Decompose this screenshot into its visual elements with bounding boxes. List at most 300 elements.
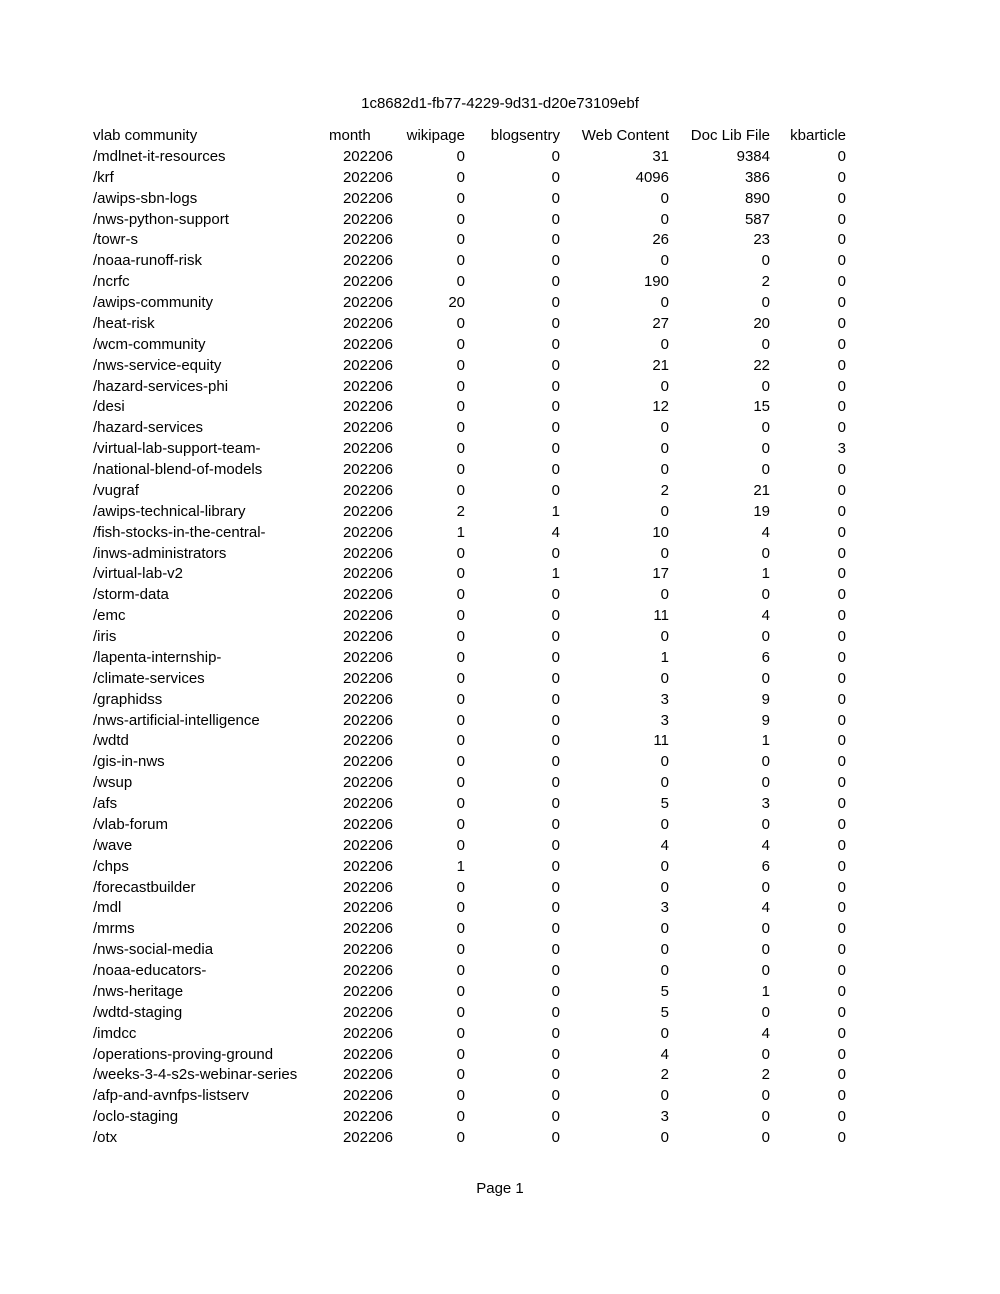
value-cell: 1 — [660, 648, 669, 666]
value-cell: 0 — [660, 815, 669, 833]
value-cell: 0 — [837, 252, 846, 270]
value-cell: 0 — [456, 753, 465, 771]
value-cell: 0 — [837, 1024, 846, 1042]
value-cell: 0 — [837, 878, 846, 896]
value-cell: 0 — [551, 1087, 560, 1105]
value-cell: 0 — [761, 1108, 770, 1126]
value-cell: 0 — [551, 419, 560, 437]
value-cell: 11 — [653, 732, 669, 750]
value-cell: 0 — [761, 586, 770, 604]
value-cell: 6 — [761, 857, 770, 875]
value-cell: 0 — [761, 335, 770, 353]
value-cell: 0 — [551, 628, 560, 645]
value-cell: 0 — [456, 711, 465, 729]
table-row — [93, 585, 846, 606]
value-cell: 0 — [761, 753, 770, 771]
value-cell: 0 — [837, 982, 846, 1000]
value-cell: 0 — [551, 189, 560, 207]
value-cell: 202206 — [342, 1003, 393, 1021]
value-cell: 202206 — [342, 607, 393, 625]
community-cell: /wdtd — [93, 732, 129, 750]
value-cell: 0 — [456, 836, 465, 854]
table-row — [93, 1024, 846, 1045]
table-row — [93, 544, 846, 565]
value-cell: 0 — [551, 607, 560, 625]
table-row — [93, 356, 846, 377]
value-cell: 10 — [652, 523, 669, 541]
value-cell: 27 — [652, 314, 669, 332]
value-cell: 202206 — [342, 795, 393, 812]
value-cell: 0 — [551, 231, 560, 249]
community-cell: /ncrfc — [93, 273, 130, 291]
col-header-doc-lib-file: Doc Lib File — [690, 127, 770, 144]
value-cell: 4 — [660, 836, 669, 854]
value-cell: 0 — [837, 544, 846, 562]
value-cell: 0 — [456, 878, 465, 896]
community-cell: /nws-heritage — [93, 982, 184, 1000]
value-cell: 1 — [761, 982, 770, 1000]
value-cell: 0 — [551, 878, 560, 896]
col-header-web-content: Web Content — [581, 127, 669, 144]
value-cell: 202206 — [342, 231, 393, 249]
value-cell: 202206 — [342, 356, 393, 374]
value-cell: 0 — [837, 481, 846, 499]
value-cell: 3 — [660, 899, 669, 917]
value-cell: 11 — [653, 607, 669, 625]
value-cell: 0 — [660, 774, 669, 792]
col-header-blogsentry: blogsentry — [490, 127, 560, 144]
community-cell: /emc — [93, 607, 126, 625]
value-cell: 0 — [456, 481, 465, 499]
value-cell: 202206 — [342, 1129, 393, 1146]
value-cell: 0 — [456, 607, 465, 625]
table-row — [93, 481, 846, 502]
table-row — [93, 523, 846, 544]
value-cell: 202206 — [342, 565, 393, 583]
value-cell: 0 — [660, 377, 669, 395]
value-cell: 202206 — [342, 711, 393, 729]
value-cell: 2 — [456, 502, 465, 520]
value-cell: 22 — [753, 356, 770, 374]
value-cell: 0 — [660, 440, 669, 458]
value-cell: 4 — [660, 1045, 669, 1063]
value-cell: 202206 — [342, 147, 393, 165]
value-cell: 15 — [753, 398, 770, 416]
value-cell: 0 — [551, 356, 560, 374]
value-cell: 0 — [837, 1003, 846, 1021]
value-cell: 0 — [551, 774, 560, 792]
value-cell: 26 — [652, 231, 669, 249]
value-cell: 20 — [448, 294, 465, 311]
value-cell: 6 — [761, 648, 770, 666]
value-cell: 0 — [551, 335, 560, 353]
value-cell: 0 — [551, 920, 560, 938]
value-cell: 202206 — [342, 1045, 393, 1063]
community-cell: /national-blend-of-models — [93, 461, 263, 478]
value-cell: 202206 — [342, 648, 393, 666]
value-cell: 0 — [660, 586, 669, 604]
value-cell: 0 — [837, 628, 846, 645]
value-cell: 0 — [551, 753, 560, 771]
value-cell: 202206 — [342, 962, 393, 979]
value-cell: 0 — [456, 628, 465, 645]
value-cell: 0 — [456, 1024, 465, 1042]
value-cell: 0 — [660, 294, 669, 311]
value-cell: 0 — [551, 1129, 560, 1146]
value-cell: 2 — [660, 1066, 669, 1084]
value-cell: 0 — [456, 1003, 465, 1021]
value-cell: 3 — [837, 440, 846, 458]
value-cell: 12 — [652, 398, 669, 416]
value-cell: 0 — [456, 920, 465, 938]
community-cell: /hazard-services-phi — [93, 377, 229, 395]
value-cell: 0 — [837, 669, 846, 687]
value-cell: 0 — [660, 461, 669, 478]
value-cell: 0 — [456, 544, 465, 562]
value-cell: 202206 — [342, 941, 393, 959]
value-cell: 0 — [660, 502, 669, 520]
value-cell: 19 — [753, 502, 770, 520]
value-cell: 0 — [456, 586, 465, 604]
value-cell: 0 — [551, 440, 560, 458]
community-cell: /operations-proving-ground — [93, 1045, 274, 1063]
value-cell: 5 — [660, 795, 669, 812]
value-cell: 202206 — [342, 481, 393, 499]
value-cell: 0 — [456, 1108, 465, 1126]
value-cell: 0 — [660, 628, 669, 645]
value-cell: 0 — [551, 210, 560, 228]
value-cell: 4 — [551, 523, 560, 541]
value-cell: 0 — [551, 273, 560, 291]
community-cell: /hazard-services — [93, 419, 204, 437]
value-cell: 0 — [456, 1129, 465, 1146]
value-cell: 0 — [837, 335, 846, 353]
value-cell: 0 — [456, 669, 465, 687]
table-row — [93, 502, 846, 523]
value-cell: 0 — [551, 586, 560, 604]
value-cell: 0 — [837, 857, 846, 875]
community-cell: /imdcc — [93, 1024, 137, 1042]
community-cell: /wave — [93, 836, 133, 854]
value-cell: 0 — [551, 690, 560, 708]
community-cell: /nws-social-media — [93, 941, 214, 959]
table-row — [93, 690, 846, 711]
community-cell: /storm-data — [93, 586, 169, 604]
value-cell: 202206 — [342, 252, 393, 270]
community-cell: /fish-stocks-in-the-central- — [93, 523, 266, 541]
table-row — [93, 564, 846, 585]
value-cell: 202206 — [342, 544, 393, 562]
value-cell: 0 — [456, 899, 465, 917]
value-cell: 0 — [761, 1045, 770, 1063]
value-cell: 0 — [837, 753, 846, 771]
value-cell: 0 — [761, 461, 770, 478]
value-cell: 202206 — [342, 168, 393, 186]
value-cell: 0 — [660, 189, 669, 207]
value-cell: 0 — [551, 314, 560, 332]
table-row — [93, 168, 846, 189]
table-row — [93, 1045, 846, 1066]
value-cell: 0 — [551, 481, 560, 499]
table-row — [93, 898, 846, 919]
value-cell: 0 — [456, 440, 465, 458]
value-cell: 0 — [456, 231, 465, 249]
value-cell: 0 — [551, 147, 560, 165]
value-cell: 4096 — [635, 168, 669, 186]
table-row — [93, 1128, 846, 1149]
value-cell: 0 — [761, 377, 770, 395]
value-cell: 3 — [660, 711, 669, 729]
value-cell: 0 — [551, 1024, 560, 1042]
value-cell: 4 — [761, 523, 770, 541]
community-cell: /chps — [93, 857, 129, 875]
value-cell: 0 — [837, 920, 846, 938]
table-row — [93, 210, 846, 231]
value-cell: 3 — [761, 795, 770, 812]
value-cell: 202206 — [342, 440, 393, 458]
table-row — [93, 1107, 846, 1128]
value-cell: 21 — [652, 356, 669, 374]
value-cell: 0 — [551, 377, 560, 395]
community-cell: /lapenta-internship- — [93, 648, 222, 666]
value-cell: 23 — [753, 231, 770, 249]
community-cell: /noaa-runoff-risk — [93, 252, 202, 270]
value-cell: 0 — [660, 669, 669, 687]
community-cell: /wdtd-staging — [93, 1003, 183, 1021]
col-header-vlab-community: vlab community — [93, 127, 198, 144]
value-cell: 0 — [837, 523, 846, 541]
value-cell: 0 — [761, 669, 770, 687]
community-cell: /noaa-educators- — [93, 962, 207, 979]
table-row — [93, 1086, 846, 1107]
value-cell: 0 — [761, 419, 770, 437]
value-cell: 202206 — [342, 690, 393, 708]
value-cell: 0 — [837, 565, 846, 583]
community-cell: /mdlnet-it-resources — [93, 147, 226, 165]
table-row — [93, 439, 846, 460]
value-cell: 0 — [761, 941, 770, 959]
value-cell: 0 — [837, 314, 846, 332]
value-cell: 202206 — [342, 377, 393, 395]
table-row — [93, 794, 846, 815]
value-cell: 0 — [837, 502, 846, 520]
table-row — [93, 919, 846, 940]
value-cell: 0 — [456, 189, 465, 207]
value-cell: 0 — [551, 836, 560, 854]
value-cell: 0 — [837, 648, 846, 666]
table-row — [93, 189, 846, 210]
community-cell: /nws-python-support — [93, 210, 229, 228]
table-row — [93, 878, 846, 899]
value-cell: 1 — [456, 523, 465, 541]
value-cell: 0 — [837, 1045, 846, 1063]
community-cell: /gis-in-nws — [93, 753, 165, 771]
value-cell: 0 — [551, 982, 560, 1000]
community-cell: /graphidss — [93, 690, 163, 708]
value-cell: 0 — [837, 607, 846, 625]
value-cell: 0 — [456, 356, 465, 374]
value-cell: 0 — [456, 732, 465, 750]
value-cell: 0 — [837, 419, 846, 437]
value-cell: 0 — [551, 857, 560, 875]
value-cell: 0 — [837, 1087, 846, 1105]
value-cell: 0 — [660, 1087, 669, 1105]
value-cell: 0 — [551, 669, 560, 687]
value-cell: 0 — [837, 398, 846, 416]
value-cell: 0 — [837, 1108, 846, 1126]
table-row — [93, 1003, 846, 1024]
value-cell: 0 — [660, 962, 669, 979]
table-row — [93, 731, 846, 752]
value-cell: 0 — [456, 690, 465, 708]
value-cell: 587 — [744, 210, 770, 228]
community-cell: /otx — [93, 1129, 118, 1146]
value-cell: 1 — [761, 565, 770, 583]
value-cell: 0 — [660, 920, 669, 938]
value-cell: 0 — [456, 273, 465, 291]
value-cell: 0 — [551, 1003, 560, 1021]
value-cell: 0 — [456, 1045, 465, 1063]
value-cell: 0 — [837, 168, 846, 186]
value-cell: 0 — [456, 1066, 465, 1084]
table-row — [93, 377, 846, 398]
value-cell: 0 — [551, 732, 560, 750]
value-cell: 0 — [456, 1087, 465, 1105]
table-row — [93, 836, 846, 857]
header-row — [93, 126, 846, 147]
value-cell: 0 — [456, 314, 465, 332]
value-cell: 202206 — [342, 1087, 393, 1105]
value-cell: 0 — [660, 252, 669, 270]
value-cell: 202206 — [342, 314, 393, 332]
table-body — [93, 147, 846, 1149]
value-cell: 0 — [456, 461, 465, 478]
col-header-month: month — [329, 127, 371, 144]
value-cell: 0 — [761, 294, 770, 311]
value-cell: 4 — [761, 1024, 770, 1042]
value-cell: 0 — [837, 231, 846, 249]
value-cell: 0 — [761, 878, 770, 896]
community-cell: /wsup — [93, 774, 133, 792]
community-cell: /vlab-forum — [93, 815, 169, 833]
value-cell: 202206 — [342, 294, 393, 311]
value-cell: 890 — [744, 189, 770, 207]
community-stats-table — [93, 126, 846, 1149]
value-cell: 0 — [456, 774, 465, 792]
value-cell: 0 — [456, 147, 465, 165]
community-cell: /oclo-staging — [93, 1108, 179, 1126]
community-cell: /weeks-3-4-s2s-webinar-series — [93, 1066, 298, 1084]
value-cell: 0 — [761, 440, 770, 458]
value-cell: 0 — [456, 941, 465, 959]
value-cell: 5 — [660, 982, 669, 1000]
community-cell: /inws-administrators — [93, 544, 227, 562]
col-header-wikipage: wikipage — [406, 127, 465, 144]
community-cell: /afs — [93, 795, 118, 812]
value-cell: 0 — [551, 711, 560, 729]
table-row — [93, 251, 846, 272]
table-row — [93, 648, 846, 669]
community-cell: /virtual-lab-support-team- — [93, 440, 261, 458]
value-cell: 0 — [837, 377, 846, 395]
table-row — [93, 857, 846, 878]
table-row — [93, 335, 846, 356]
value-cell: 31 — [652, 147, 669, 165]
value-cell: 0 — [837, 899, 846, 917]
value-cell: 0 — [761, 1129, 770, 1146]
value-cell: 0 — [660, 335, 669, 353]
value-cell: 0 — [551, 252, 560, 270]
value-cell: 0 — [660, 753, 669, 771]
value-cell: 0 — [456, 982, 465, 1000]
value-cell: 202206 — [342, 836, 393, 854]
value-cell: 202206 — [342, 669, 393, 687]
value-cell: 0 — [660, 941, 669, 959]
page-title: 1c8682d1-fb77-4229-9d31-d20e73109ebf — [361, 95, 639, 112]
table-row — [93, 669, 846, 690]
value-cell: 0 — [837, 941, 846, 959]
value-cell: 0 — [837, 586, 846, 604]
value-cell: 202206 — [342, 628, 393, 645]
value-cell: 3 — [660, 1108, 669, 1126]
community-cell: /mrms — [93, 920, 135, 938]
value-cell: 2 — [660, 481, 669, 499]
value-cell: 0 — [551, 899, 560, 917]
value-cell: 0 — [456, 648, 465, 666]
table-row — [93, 815, 846, 836]
col-header-kbarticle: kbarticle — [790, 127, 846, 144]
value-cell: 0 — [551, 941, 560, 959]
value-cell: 0 — [761, 962, 770, 979]
value-cell: 0 — [761, 544, 770, 562]
value-cell: 0 — [660, 544, 669, 562]
value-cell: 0 — [551, 1045, 560, 1063]
value-cell: 0 — [456, 815, 465, 833]
value-cell: 202206 — [342, 335, 393, 353]
page-number: Page 1 — [476, 1180, 524, 1197]
value-cell: 202206 — [342, 189, 393, 207]
value-cell: 0 — [456, 377, 465, 395]
table-row — [93, 418, 846, 439]
community-cell: /awips-sbn-logs — [93, 189, 198, 207]
value-cell: 0 — [660, 210, 669, 228]
value-cell: 0 — [456, 565, 465, 583]
value-cell: 0 — [837, 815, 846, 833]
value-cell: 0 — [761, 920, 770, 938]
value-cell: 202206 — [342, 753, 393, 771]
table-row — [93, 314, 846, 335]
table-row — [93, 773, 846, 794]
community-cell: /iris — [93, 628, 117, 645]
value-cell: 0 — [551, 461, 560, 478]
table-row — [93, 940, 846, 961]
value-cell: 0 — [761, 815, 770, 833]
value-cell: 0 — [456, 168, 465, 186]
community-cell: /heat-risk — [93, 314, 155, 332]
value-cell: 0 — [837, 294, 846, 311]
community-cell: /nws-artificial-intelligence — [93, 711, 260, 729]
value-cell: 202206 — [342, 732, 393, 750]
value-cell: 0 — [551, 168, 560, 186]
community-cell: /virtual-lab-v2 — [93, 565, 184, 583]
value-cell: 202206 — [342, 920, 393, 938]
table-row — [93, 606, 846, 627]
value-cell: 1 — [551, 502, 560, 520]
value-cell: 0 — [837, 461, 846, 478]
value-cell: 0 — [837, 1066, 846, 1084]
value-cell: 0 — [456, 252, 465, 270]
value-cell: 202206 — [342, 774, 393, 792]
